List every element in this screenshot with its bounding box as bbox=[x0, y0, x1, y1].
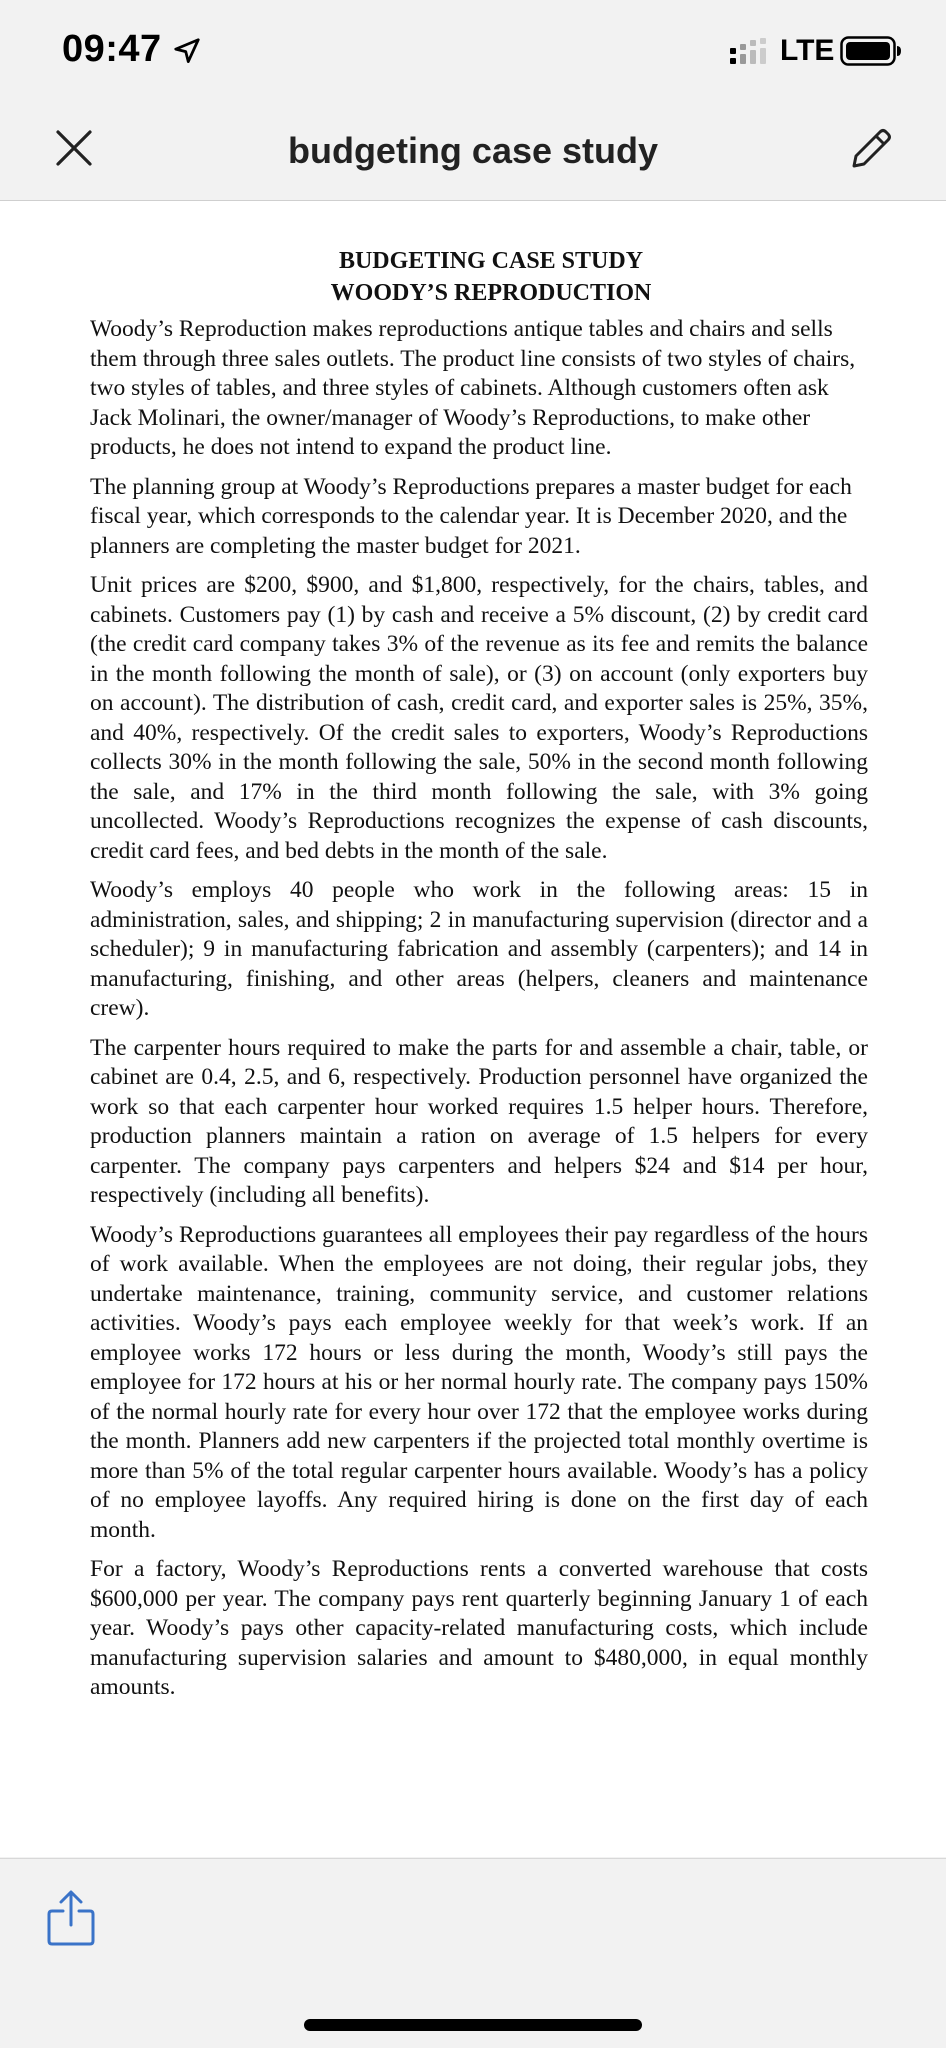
bottom-toolbar bbox=[0, 1858, 946, 2048]
document-paragraph: Unit prices are $200, $900, and $1,800, respectively, for the chairs, tables, and cabinets. Customers pay (1) by cash and receive a 5% discount, (2) by credit card (the credit card company takes 3% of the revenue as its fee and remits the balance in the month following the month of sale), or (3) on account (only exporters buy on account). The distribution of cash, credit card, and exporter sales is 25%, 35%, and 40%, respectively. Of the credit sales to exporters, Woody’s Reproductions collects 30% in the month following the sale, 50% in the second month following the sale, and 17% in the third month following the sale, with 3% going uncollected. Woody’s Reproductions recognizes the expense of cash discounts, credit card fees, and bed debts in the month of the sale. bbox=[90, 572, 868, 864]
battery-icon bbox=[840, 36, 902, 66]
document-paragraph: Woody’s Reproductions guarantees all employees their pay regardless of the hours of work available. When the employees are not doing, their regular jobs, they undertake maintenance, training, community service, and customer relations activities. Woody’s pays each employee weekly for that week’s work. If an employee works 172 hours or less during the month, Woody’s still pays the employee for 172 hours at his or her normal hourly rate. The company pays 150% of the normal hourly rate for every hour over 172 that the employee works during the month. Planners add new carpenters if the projected total monthly overtime is more than 5% of the total regular carpenter hours available. Woody’s has a policy of no employee layoffs. Any required hiring is done on the first day of each month. bbox=[90, 1221, 868, 1543]
document-view[interactable] bbox=[0, 201, 946, 1857]
document-paragraph: Woody’s Reproduction makes reproductions antique tables and chairs and sells them through three sales outlets. The product line consists of two styles of chairs, two styles of tables, and three styles of cabinets. Although customers often ask Jack Molinari, the owner/manager of Woody’s Reproductions, to make other products, he does not intend to expand the product line. bbox=[90, 316, 856, 460]
document-heading-1: BUDGETING CASE STUDY bbox=[338, 248, 644, 274]
signal-icon bbox=[730, 38, 770, 66]
location-arrow-icon bbox=[172, 36, 202, 66]
share-icon[interactable] bbox=[46, 1889, 96, 1947]
document-paragraph: The carpenter hours required to make the parts for and assemble a chair, table, or cabinet are 0.4, 2.5, and 6, respectively. Production personnel have organized the work so that each carpenter hour worked requires 1.5 helper hours. Therefore, production planners maintain a ration on average of 1.5 helpers for every carpenter. The company pays carpenters and helpers $24 and $14 per hour, respectively (including all benefits). bbox=[90, 1034, 868, 1208]
pencil-icon[interactable] bbox=[842, 122, 898, 178]
document-paragraph: The planning group at Woody’s Reproductions prepares a master budget for each fiscal year, which corresponds to the calendar year. It is December 2020, and the planners are completing the master budget for 2021. bbox=[90, 473, 852, 559]
home-indicator[interactable] bbox=[304, 2019, 642, 2031]
document-paragraph: For a factory, Woody’s Reproductions rents a converted warehouse that costs $600,000 per year. The company pays rent quarterly beginning January 1 of each year. Woody’s pays other capacity-related manufacturing costs, which include manufacturing supervision salaries and amount to $480,000, in equal monthly amounts. bbox=[90, 1556, 868, 1700]
document-paragraph: Woody’s employs 40 people who work in the following areas: 15 in administration, sales, and shipping; 2 in manufacturing supervision (director and a scheduler); 9 in manufacturing fabrication and assembly (carpenters); and 14 in manufacturing, finishing, and other areas (helpers, cleaners and maintenance crew). bbox=[90, 877, 868, 1021]
status-time: 09:47 bbox=[62, 28, 162, 70]
page-title: budgeting case study bbox=[287, 130, 659, 171]
document-content bbox=[0, 201, 946, 1703]
status-bar bbox=[0, 0, 946, 100]
nav-bar bbox=[0, 100, 946, 201]
document-heading-2: WOODY’S REPRODUCTION bbox=[330, 280, 652, 306]
network-type: LTE bbox=[780, 34, 835, 67]
